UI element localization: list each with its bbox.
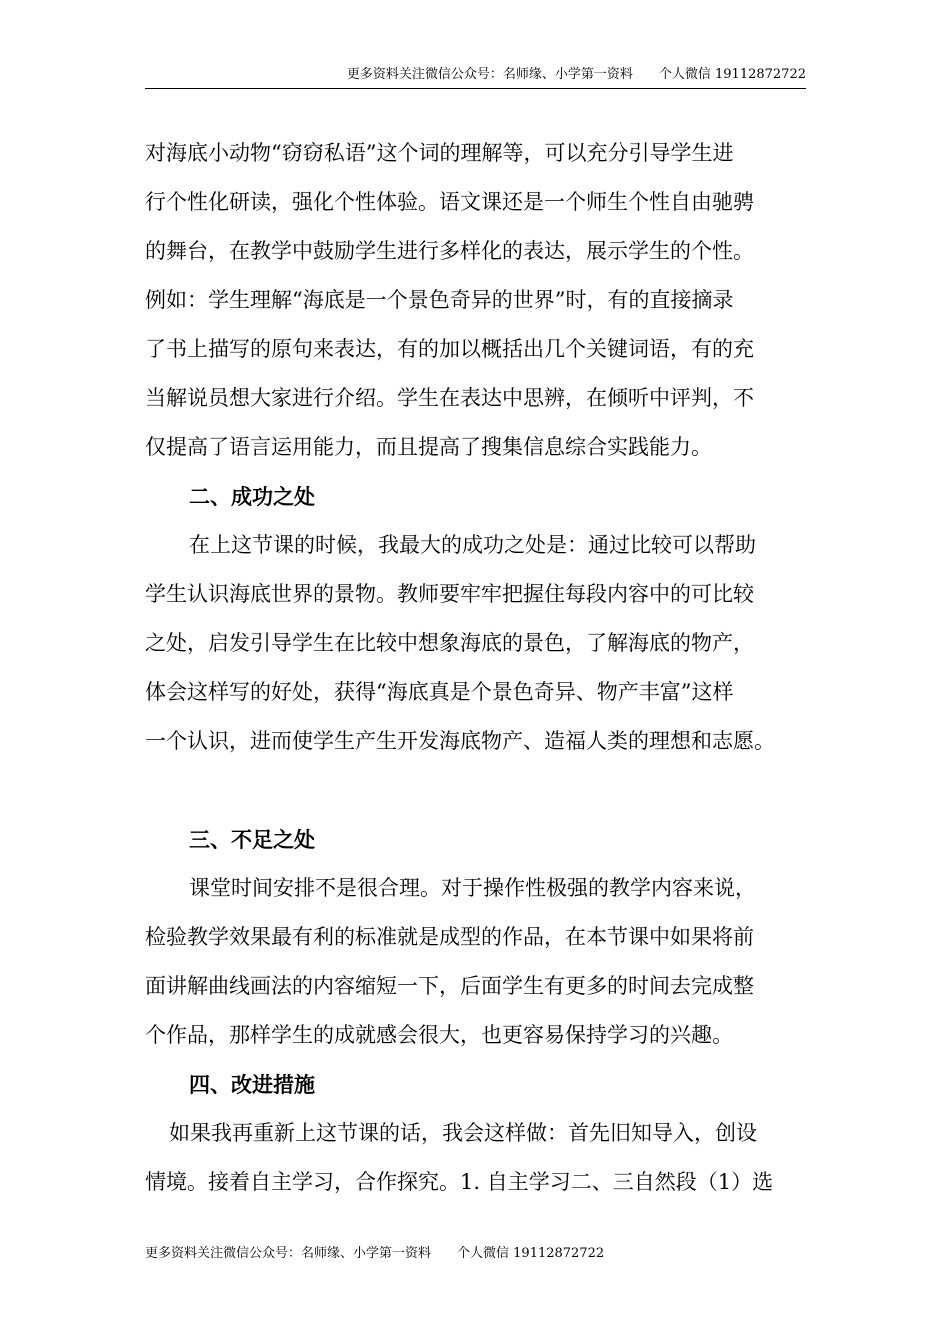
section-heading-shortcomings: 三、不足之处 bbox=[189, 827, 315, 852]
paragraph-line: 行个性化研读，强化个性体验。语文课还是一个师生个性自由驰骋 bbox=[145, 190, 754, 214]
header-contact-text: 个人微信 19112872722 bbox=[658, 67, 806, 82]
paragraph-line: 个作品，那样学生的成就感会很大，也更容易保持学习的兴趣。 bbox=[145, 1023, 733, 1047]
paragraph-line: 面讲解曲线画法的内容缩短一下，后面学生有更多的时间去完成整 bbox=[145, 974, 754, 998]
section-heading-improvements: 四、改进措施 bbox=[189, 1072, 315, 1097]
paragraph-line: 如果我再重新上这节课的话，我会这样做：首先旧知导入，创设 bbox=[169, 1121, 757, 1145]
paragraph-line: 例如：学生理解“海底是一个景色奇异的世界”时，有的直接摘录 bbox=[145, 288, 734, 312]
paragraph-line: 情境。接着自主学习，合作探究。1. 自主学习二、三自然段（1）选 bbox=[145, 1170, 774, 1194]
paragraph-line: 当解说员想大家进行介绍。学生在表达中思辨，在倾听中评判，不 bbox=[145, 386, 754, 410]
paragraph-line: 检验教学效果最有利的标准就是成型的作品，在本节课中如果将前 bbox=[145, 925, 754, 949]
paragraph-line: 一个认识，进而使学生产生开发海底物产、造福人类的理想和志愿。 bbox=[145, 729, 775, 753]
paragraph-line: 在上这节课的时候，我最大的成功之处是：通过比较可以帮助 bbox=[189, 533, 756, 557]
page-footer bbox=[145, 1245, 604, 1263]
footer-source-text: 更多资料关注微信公众号：名师缘、小学第一资料 bbox=[145, 1246, 432, 1261]
paragraph-line: 仅提高了语言运用能力，而且提高了搜集信息综合实践能力。 bbox=[145, 435, 712, 459]
document-body bbox=[145, 129, 825, 1207]
paragraph-line: 之处，启发引导学生在比较中想象海底的景色，了解海底的物产， bbox=[145, 631, 754, 655]
footer-contact-text: 个人微信 19112872722 bbox=[457, 1246, 605, 1261]
paragraph-line: 了书上描写的原句来表达，有的加以概括出几个关键词语，有的充 bbox=[145, 337, 754, 361]
paragraph-line: 体会这样写的好处，获得“海底真是个景色奇异、物产丰富”这样 bbox=[145, 680, 734, 704]
paragraph-line: 课堂时间安排不是很合理。对于操作性极强的教学内容来说， bbox=[189, 876, 756, 900]
page-header bbox=[145, 66, 806, 89]
paragraph-line: 学生认识海底世界的景物。教师要牢牢把握住每段内容中的可比较 bbox=[145, 582, 754, 606]
paragraph-line: 的舞台，在教学中鼓励学生进行多样化的表达，展示学生的个性。 bbox=[145, 239, 754, 263]
header-source-text: 更多资料关注微信公众号：名师缘、小学第一资料 bbox=[346, 67, 633, 82]
blank-line bbox=[145, 766, 825, 815]
paragraph-line: 对海底小动物“窃窃私语”这个词的理解等，可以充分引导学生进 bbox=[145, 141, 734, 165]
section-heading-success: 二、成功之处 bbox=[189, 484, 315, 509]
